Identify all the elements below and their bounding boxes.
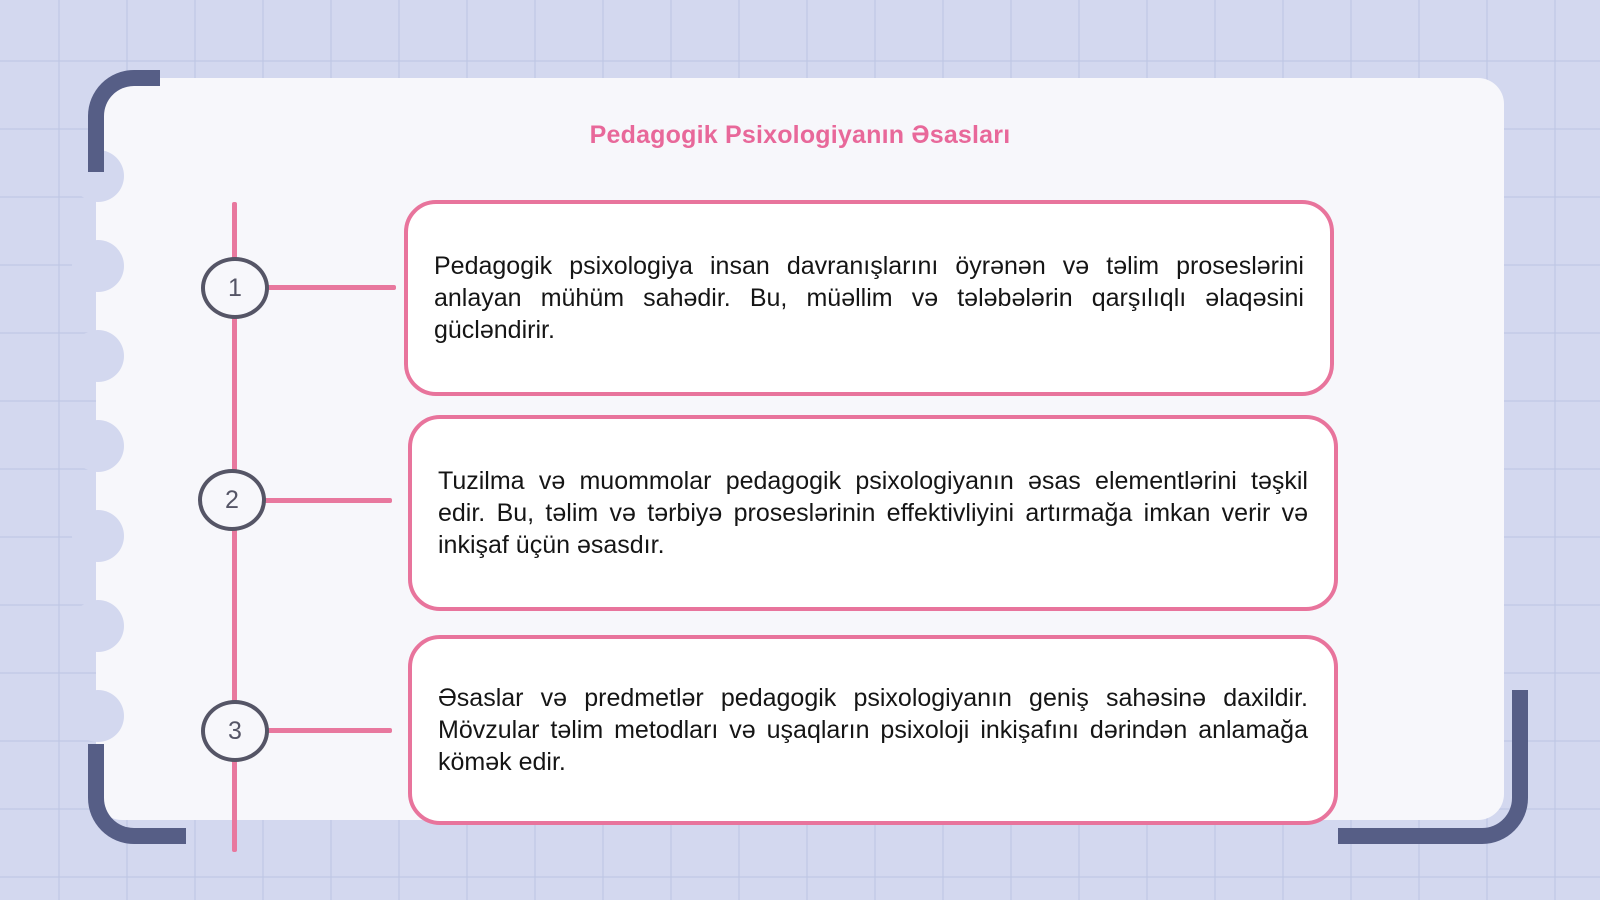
notebook-scallop <box>72 600 124 652</box>
content-box-3 <box>408 635 1338 825</box>
notebook-scallop <box>72 330 124 382</box>
notebook-scallop <box>72 420 124 472</box>
slide-title: Pedagogik Psixologiyanın Əsasları <box>589 121 1011 149</box>
timeline-node-number: 2 <box>225 485 239 514</box>
timeline-node-number: 1 <box>228 273 242 302</box>
notebook-scallop <box>72 510 124 562</box>
content-text: Əsaslar və predmetlər pedagogik psixologiyanın geniş sahəsinə daxildir. Mövzular təlim metodları və uşaqların psixoloji inkişafını dərindən anlamağa kömək edir. <box>438 684 1308 776</box>
timeline-connector-1 <box>266 285 396 290</box>
timeline-node-3 <box>201 700 269 762</box>
timeline-node-1 <box>201 257 269 319</box>
timeline-connector-3 <box>266 728 392 733</box>
content-text: Tuzilma və muommolar pedagogik psixologiyanın əsas elementlərini təşkil edir. Bu, təlim və tərbiyə proseslərinin effektivliyini artırmağa imkan verir və inkişaf üçün əsasdır. <box>438 467 1308 559</box>
corner-bracket-bottom-right <box>1338 690 1528 844</box>
corner-bracket-bottom-left <box>88 744 186 844</box>
content-box-1 <box>404 200 1334 396</box>
notebook-scallop <box>72 690 124 742</box>
timeline-node-2 <box>198 469 266 531</box>
timeline-connector-2 <box>262 498 392 503</box>
content-text: Pedagogik psixologiya insan davranışlarını öyrənən və təlim proseslərini anlayan mühüm sahədir. Bu, müəllim və tələbələrin qarşılıqlı əlaqəsini gücləndirir. <box>434 252 1304 344</box>
notebook-scallop <box>72 240 124 292</box>
timeline-node-number: 3 <box>228 716 242 745</box>
content-box-2 <box>408 415 1338 611</box>
